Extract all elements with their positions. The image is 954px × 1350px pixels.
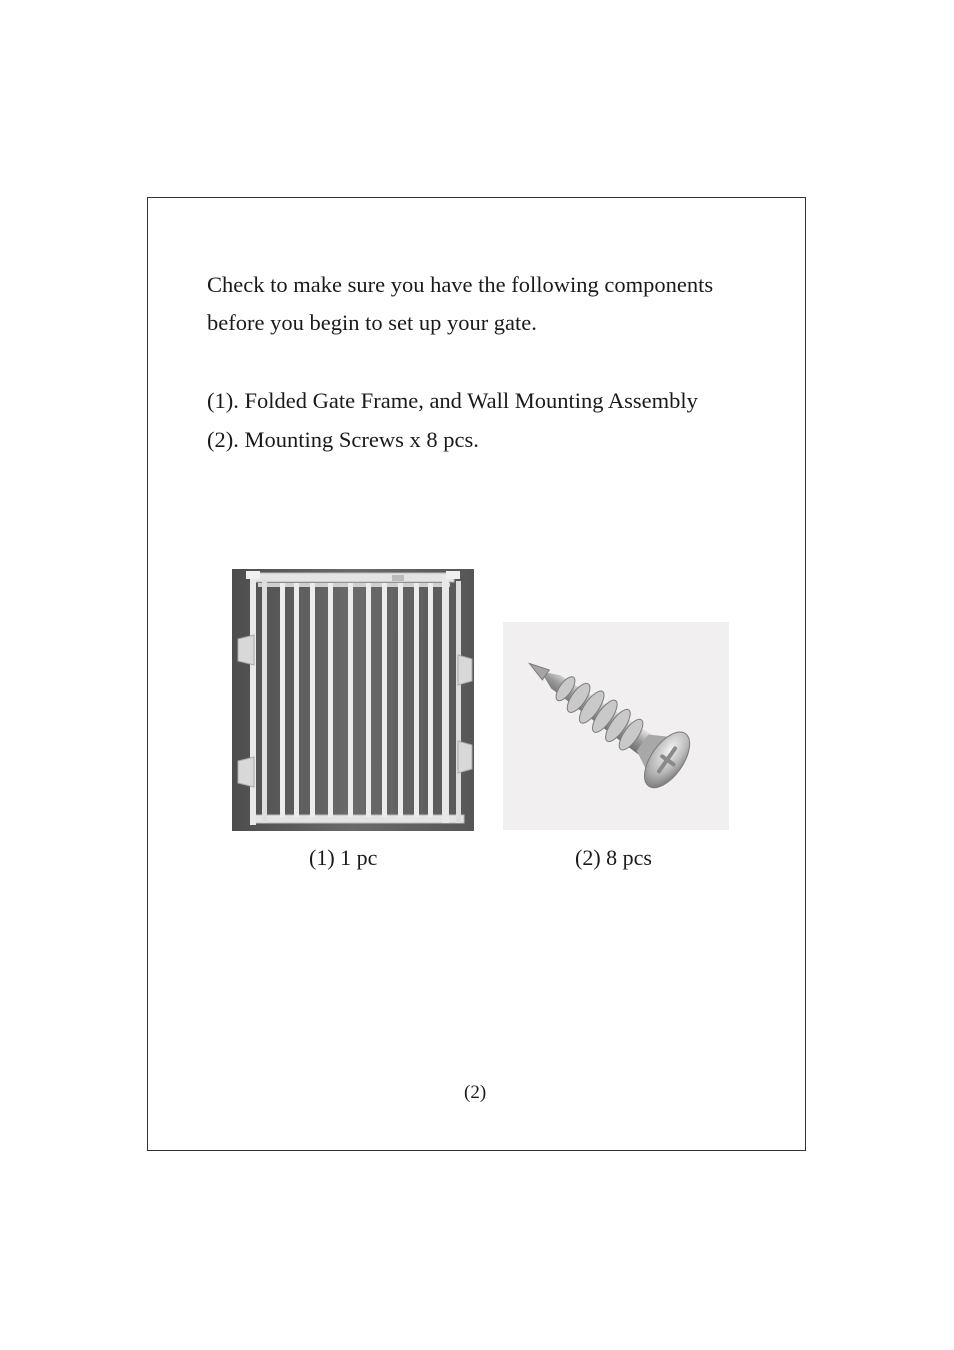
figure-caption-gate: (1) 1 pc <box>309 845 378 870</box>
component-item: (2). Mounting Screws x 8 pcs. <box>207 427 479 452</box>
page-number: (2) <box>464 1082 487 1103</box>
figure-caption-screws: (2) 8 pcs <box>575 845 652 870</box>
folded-gate-frame-photo <box>232 569 474 831</box>
component-list <box>207 381 787 459</box>
mounting-screw-photo <box>503 622 729 830</box>
intro-line-2: before you begin to set up your gate. <box>207 310 537 335</box>
intro-line-1: Check to make sure you have the following components <box>207 272 714 297</box>
component-item: (1). Folded Gate Frame, and Wall Mounting Assembly <box>207 388 698 413</box>
intro-text <box>207 266 787 342</box>
